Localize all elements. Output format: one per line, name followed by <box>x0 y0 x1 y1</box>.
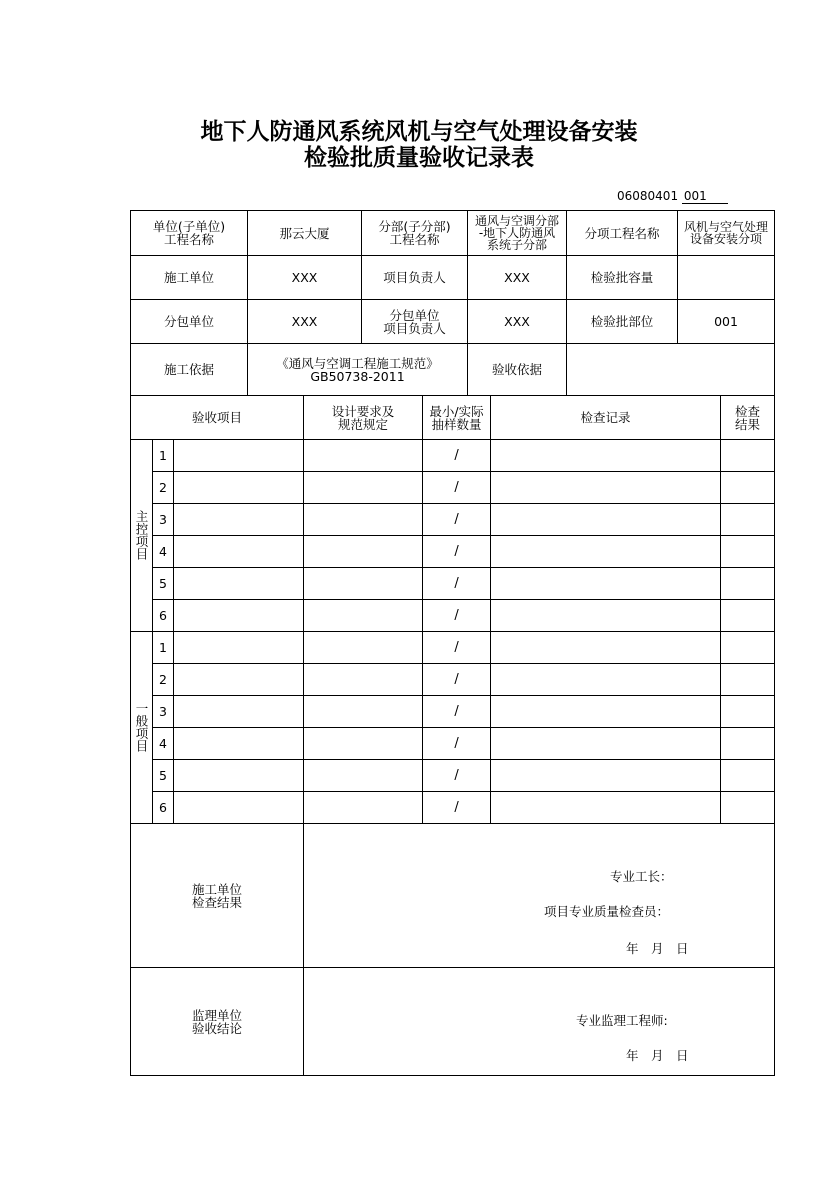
row-number: 5 <box>153 760 174 792</box>
design-cell[interactable] <box>304 536 423 568</box>
row-number: 3 <box>153 504 174 536</box>
sample-cell[interactable]: / <box>423 632 491 664</box>
quality-inspector-label: 项目专业质量检查员： <box>544 904 670 919</box>
col-result-header: 检查 结果 <box>721 396 775 440</box>
col-items-header: 验收项目 <box>131 396 304 440</box>
items-table <box>130 395 775 824</box>
batch-capacity-value <box>678 256 775 300</box>
construction-basis-value: 《通风与空调工程施工规范》 GB50738-2011 <box>248 344 468 396</box>
item-cell[interactable] <box>174 472 304 504</box>
division-value: 通风与空调分部 -地下人防通风 系统子分部 <box>468 211 567 256</box>
sample-cell[interactable]: / <box>423 760 491 792</box>
row-number: 1 <box>153 440 174 472</box>
form-code-prefix: 06080401 <box>617 189 679 203</box>
item-cell[interactable] <box>174 440 304 472</box>
row-number: 1 <box>153 632 174 664</box>
record-cell[interactable] <box>491 664 721 696</box>
record-cell[interactable] <box>491 440 721 472</box>
result-cell[interactable] <box>721 664 775 696</box>
design-cell[interactable] <box>304 472 423 504</box>
subitem-value: 风机与空气处理 设备安装分项 <box>678 211 775 256</box>
design-cell[interactable] <box>304 792 423 824</box>
design-cell[interactable] <box>304 504 423 536</box>
result-cell[interactable] <box>721 632 775 664</box>
row-number: 6 <box>153 792 174 824</box>
result-cell[interactable] <box>721 696 775 728</box>
row-number: 5 <box>153 568 174 600</box>
result-cell[interactable] <box>721 440 775 472</box>
subcontract-unit-value: XXX <box>248 300 362 344</box>
acceptance-basis-label: 验收依据 <box>468 344 567 396</box>
supervision-date-label: 年 月 日 <box>626 1048 689 1063</box>
unit-project-label: 单位(子单位) 工程名称 <box>131 211 248 256</box>
sample-cell[interactable]: / <box>423 792 491 824</box>
record-cell[interactable] <box>491 760 721 792</box>
sample-cell[interactable]: / <box>423 536 491 568</box>
design-cell[interactable] <box>304 632 423 664</box>
record-cell[interactable] <box>491 472 721 504</box>
supervision-engineer-label: 专业监理工程师: <box>576 1013 668 1028</box>
result-cell[interactable] <box>721 792 775 824</box>
construction-check-label: 施工单位 检查结果 <box>131 824 304 968</box>
batch-location-label: 检验批部位 <box>567 300 678 344</box>
row-number: 4 <box>153 728 174 760</box>
item-cell[interactable] <box>174 632 304 664</box>
design-cell[interactable] <box>304 568 423 600</box>
record-cell[interactable] <box>491 632 721 664</box>
item-cell[interactable] <box>174 568 304 600</box>
row-number: 6 <box>153 600 174 632</box>
form-code-number: 001 <box>682 189 728 204</box>
main-control-group <box>131 440 153 632</box>
result-cell[interactable] <box>721 504 775 536</box>
design-cell[interactable] <box>304 728 423 760</box>
sample-cell[interactable]: / <box>423 472 491 504</box>
construction-unit-value: XXX <box>248 256 362 300</box>
item-cell[interactable] <box>174 664 304 696</box>
item-cell[interactable] <box>174 728 304 760</box>
col-design-header: 设计要求及 规范规定 <box>304 396 423 440</box>
form-code <box>617 189 728 204</box>
batch-capacity-label: 检验批容量 <box>567 256 678 300</box>
sample-cell[interactable]: / <box>423 728 491 760</box>
item-cell[interactable] <box>174 792 304 824</box>
item-cell[interactable] <box>174 536 304 568</box>
row-number: 2 <box>153 664 174 696</box>
design-cell[interactable] <box>304 664 423 696</box>
unit-project-value: 那云大厦 <box>248 211 362 256</box>
sample-cell[interactable]: / <box>423 696 491 728</box>
result-cell[interactable] <box>721 600 775 632</box>
subcontract-unit-label: 分包单位 <box>131 300 248 344</box>
design-cell[interactable] <box>304 696 423 728</box>
record-cell[interactable] <box>491 536 721 568</box>
result-cell[interactable] <box>721 728 775 760</box>
design-cell[interactable] <box>304 760 423 792</box>
col-record-header: 检查记录 <box>491 396 721 440</box>
subcontract-manager-value: XXX <box>468 300 567 344</box>
general-label: 一般项目 <box>134 701 149 752</box>
record-cell[interactable] <box>491 568 721 600</box>
row-number: 3 <box>153 696 174 728</box>
result-cell[interactable] <box>721 536 775 568</box>
record-cell[interactable] <box>491 696 721 728</box>
sample-cell[interactable]: / <box>423 664 491 696</box>
item-cell[interactable] <box>174 504 304 536</box>
design-cell[interactable] <box>304 600 423 632</box>
acceptance-basis-value <box>567 344 775 396</box>
general-group <box>131 632 153 824</box>
foreman-label: 专业工长： <box>610 869 673 884</box>
supervision-check-cell[interactable] <box>304 968 775 1076</box>
item-cell[interactable] <box>174 600 304 632</box>
signature-table <box>130 823 775 1076</box>
project-manager-value: XXX <box>468 256 567 300</box>
item-cell[interactable] <box>174 760 304 792</box>
division-label: 分部(子分部) 工程名称 <box>362 211 468 256</box>
result-cell[interactable] <box>721 472 775 504</box>
supervision-check-label: 监理单位 验收结论 <box>131 968 304 1076</box>
record-cell[interactable] <box>491 600 721 632</box>
result-cell[interactable] <box>721 760 775 792</box>
row-number: 4 <box>153 536 174 568</box>
item-cell[interactable] <box>174 696 304 728</box>
sample-cell[interactable]: / <box>423 504 491 536</box>
project-manager-label: 项目负责人 <box>362 256 468 300</box>
title-line-2: 检验批质量验收记录表 <box>304 144 534 171</box>
record-cell[interactable] <box>491 504 721 536</box>
sample-cell[interactable]: / <box>423 440 491 472</box>
batch-location-value: 001 <box>678 300 775 344</box>
main-control-label: 主控项目 <box>134 509 149 560</box>
construction-check-cell[interactable] <box>304 824 775 968</box>
construction-unit-label: 施工单位 <box>131 256 248 300</box>
result-cell[interactable] <box>721 568 775 600</box>
sample-cell[interactable]: / <box>423 568 491 600</box>
header-table <box>130 210 775 396</box>
subitem-label: 分项工程名称 <box>567 211 678 256</box>
construction-basis-label: 施工依据 <box>131 344 248 396</box>
title-line-1: 地下人防通风系统风机与空气处理设备安装 <box>200 118 638 145</box>
record-cell[interactable] <box>491 792 721 824</box>
construction-date-label: 年 月 日 <box>626 941 689 956</box>
design-cell[interactable] <box>304 440 423 472</box>
record-cell[interactable] <box>491 728 721 760</box>
subcontract-manager-label: 分包单位 项目负责人 <box>362 300 468 344</box>
col-sample-header: 最小/实际 抽样数量 <box>423 396 491 440</box>
sample-cell[interactable]: / <box>423 600 491 632</box>
row-number: 2 <box>153 472 174 504</box>
